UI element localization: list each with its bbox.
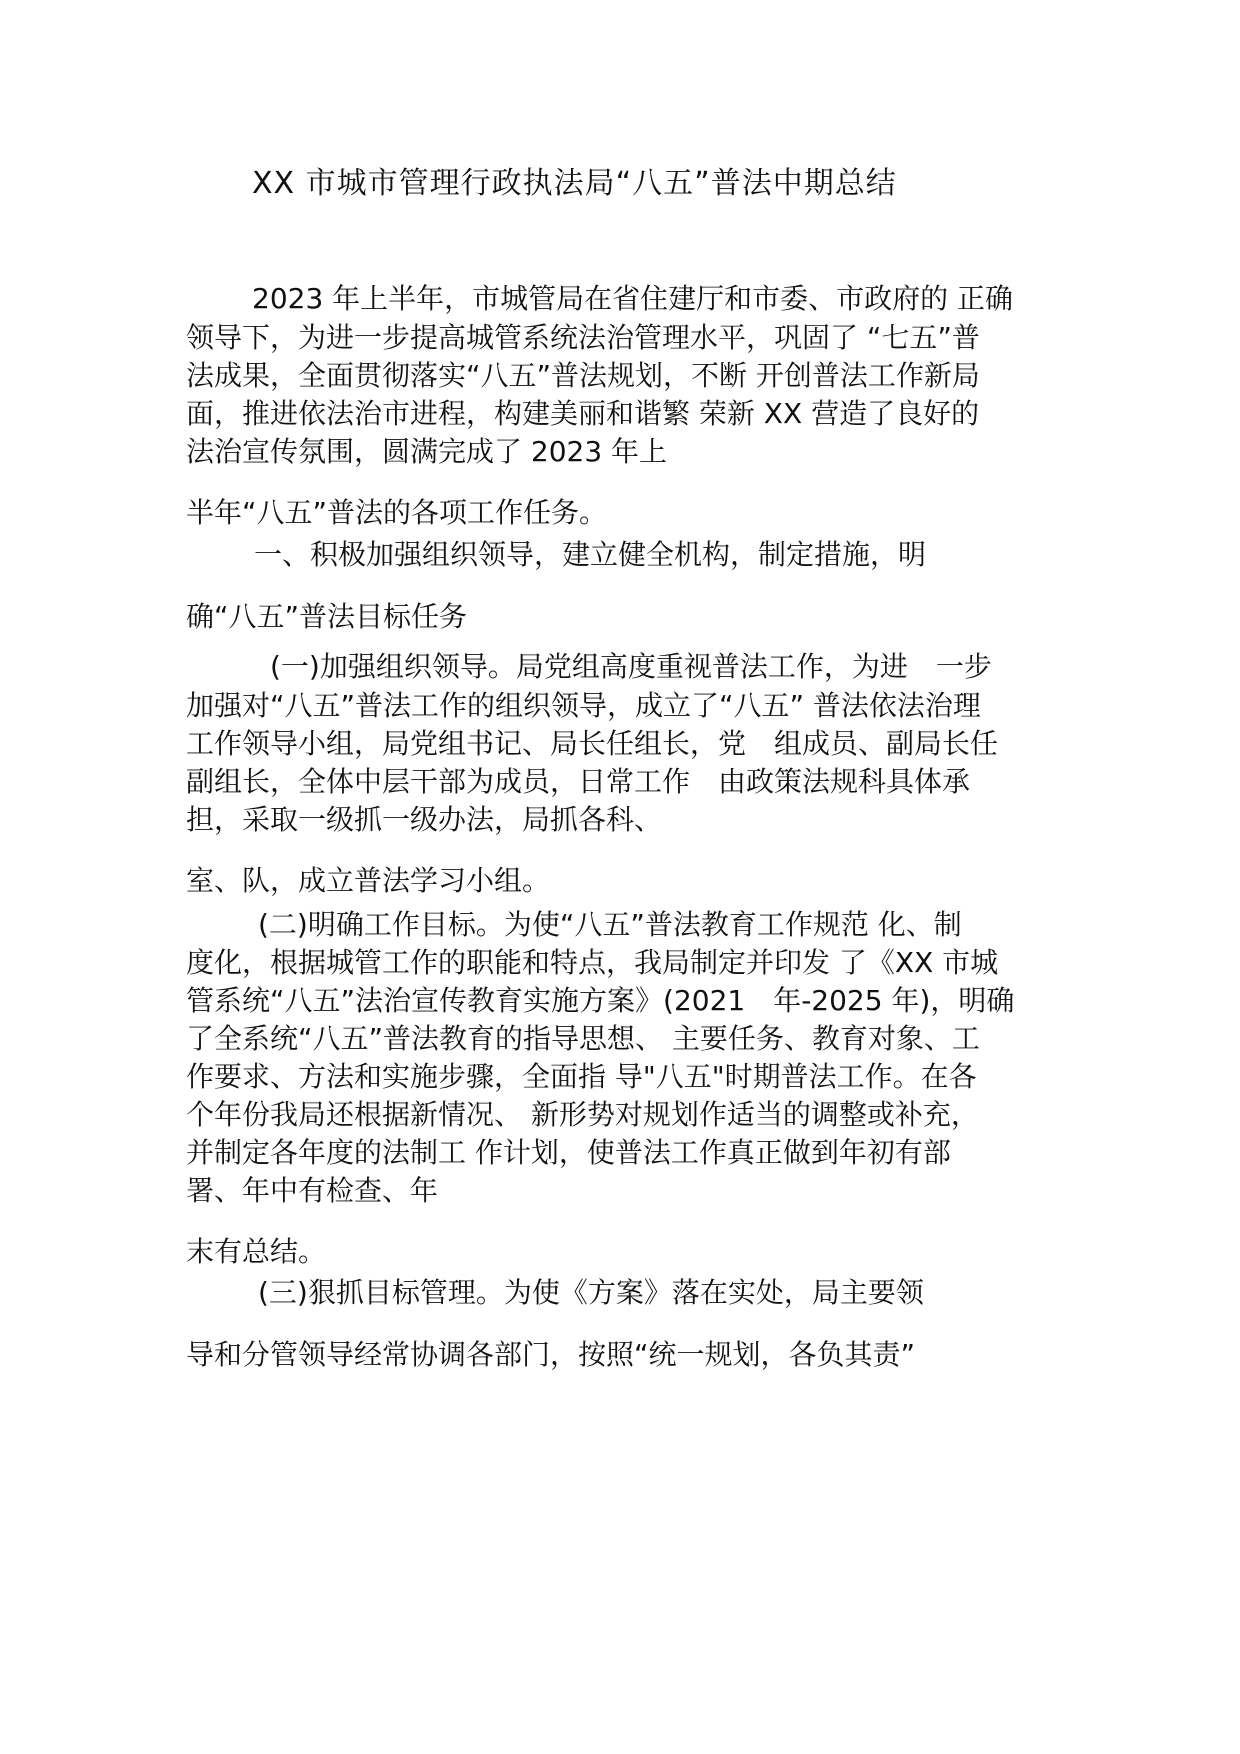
paragraph-line: (一)加强组织领导。局党组高度重视普法工作，为进 一步	[270, 650, 992, 683]
paragraph-line: 并制定各年度的法制工 作计划，使普法工作真正做到年初有部	[186, 1136, 951, 1169]
section-heading: 一、积极加强组织领导，建立健全机构，制定措施，明	[254, 538, 927, 571]
paragraph-line: 末有总结。	[186, 1235, 327, 1268]
paragraph-line: 副组长，全体中层干部为成员，日常工作 由政策法规科具体承	[186, 765, 971, 798]
paragraph-line: (三)狠抓目标管理。为使《方案》落在实处，局主要领	[258, 1276, 924, 1309]
section-heading: 确“八五”普法目标任务	[186, 600, 468, 633]
paragraph-line: 领导下，为进一步提高城管系统法治管理水平，巩固了 “七五”普	[186, 321, 980, 354]
document-title: XX 市城市管理行政执法局“八五”普法中期总结	[252, 166, 897, 201]
paragraph-line: 室、队，成立普法学习小组。	[186, 864, 551, 897]
paragraph-line: 法治宣传氛围，圆满完成了 2023 年上	[186, 435, 668, 468]
paragraph-line: (二)明确工作目标。为使“八五”普法教育工作规范 化、制	[258, 908, 962, 941]
paragraph-line: 法成果，全面贯彻落实“八五”普法规划，不断 开创普法工作新局	[186, 359, 980, 392]
paragraph-line: 导和分管领导经常协调各部门，按照“统一规划，各负其责”	[186, 1338, 916, 1371]
paragraph-line: 加强对“八五”普法工作的组织领导，成立了“八五” 普法依法治理	[186, 689, 981, 722]
paragraph-line: 个年份我局还根据新情况、 新形势对规划作适当的调整或补充，	[186, 1098, 979, 1131]
paragraph-line: 2023 年上半年，市城管局在省住建厅和市委、市政府的 正确	[252, 282, 1014, 315]
paragraph-line: 了全系统“八五”普法教育的指导思想、 主要任务、教育对象、工	[186, 1022, 980, 1055]
paragraph-line: 署、年中有检查、年	[186, 1174, 439, 1207]
paragraph-line: 作要求、方法和实施步骤，全面指 导"八五"时期普法工作。在各	[186, 1060, 977, 1093]
paragraph-line: 工作领导小组，局党组书记、局长任组长，党 组成员、副局长任	[186, 727, 999, 760]
paragraph-line: 担，采取一级抓一级办法，局抓各科、	[186, 803, 663, 836]
paragraph-line: 管系统“八五”法治宣传教育实施方案》(2021 年-2025 年)，明确	[186, 984, 1015, 1017]
paragraph-line: 度化，根据城管工作的职能和特点，我局制定并印发 了《XX 市城	[186, 946, 999, 979]
paragraph-line: 面，推进依法治市进程，构建美丽和谐繁 荣新 XX 营造了良好的	[186, 397, 980, 430]
paragraph-line: 半年“八五”普法的各项工作任务。	[186, 496, 608, 529]
